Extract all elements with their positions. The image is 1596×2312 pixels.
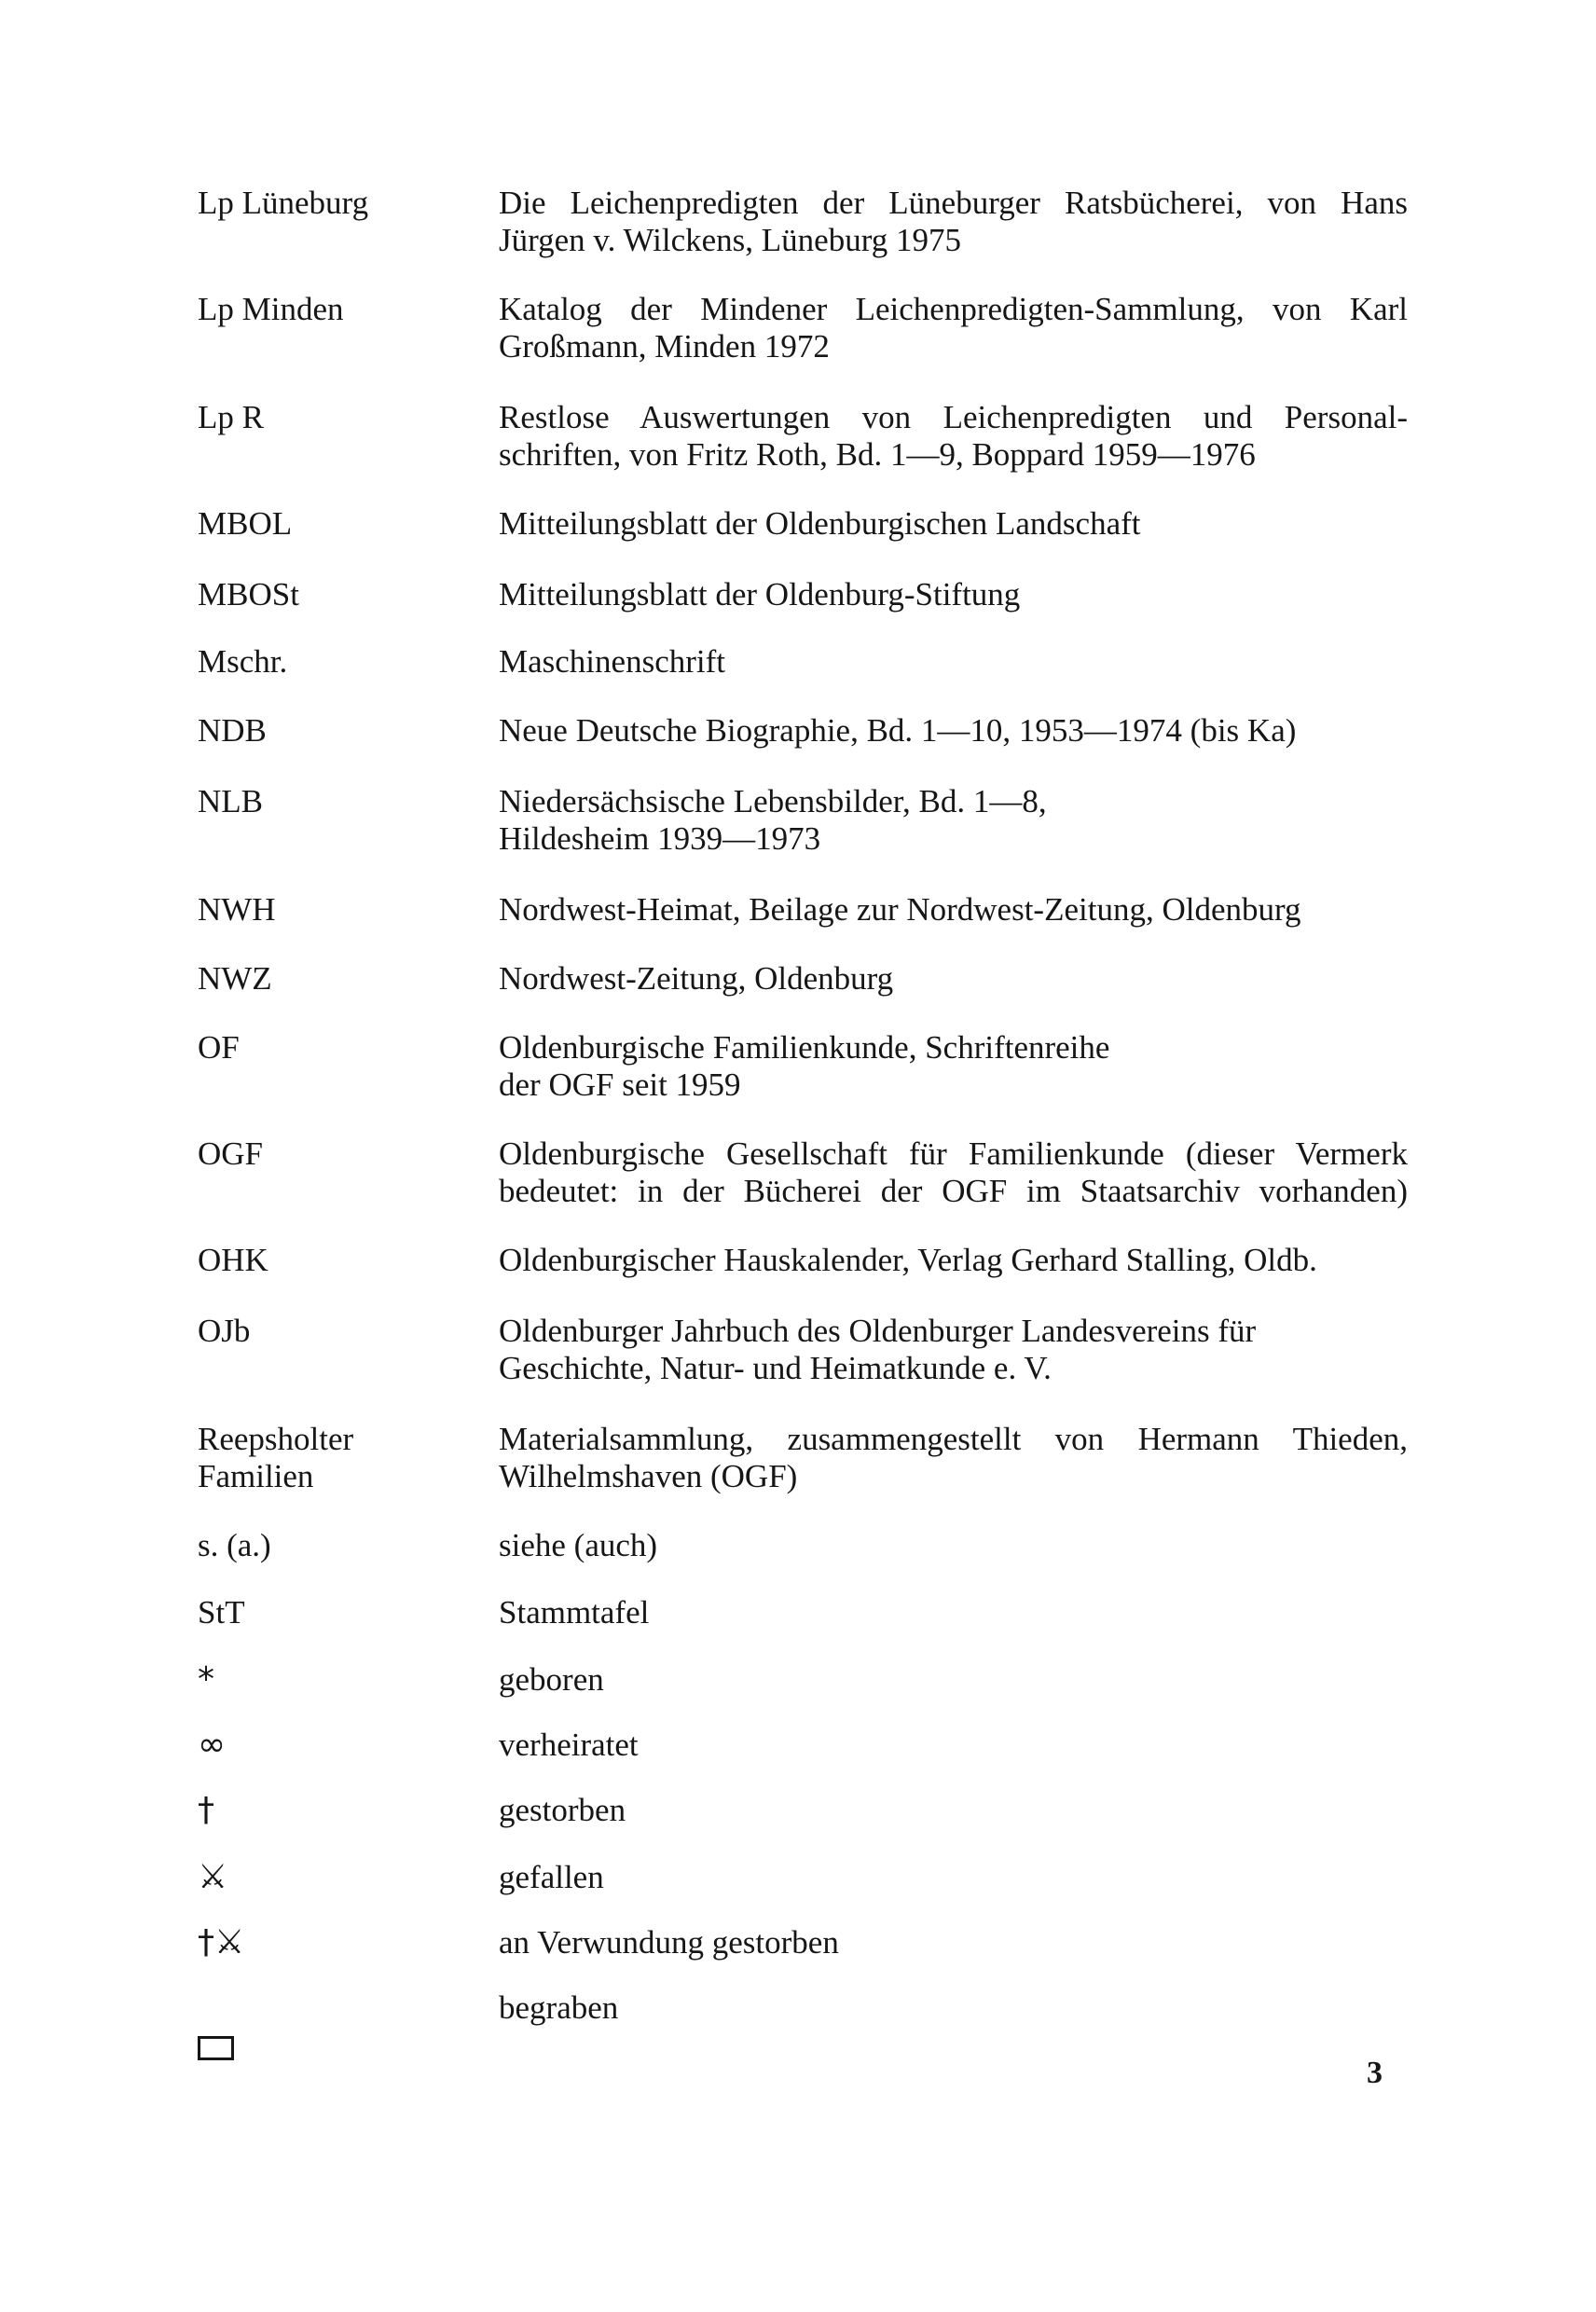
abbreviation: Lp Minden bbox=[198, 291, 344, 327]
abbreviation: Reepsholter Familien bbox=[198, 1421, 354, 1494]
description-line: Oldenburgische Gesellschaft für Familienkunde (dieser Vermerk bbox=[499, 1135, 1408, 1172]
description-line: Wilhelmshaven (OGF) bbox=[499, 1458, 798, 1494]
abbreviation: NWH bbox=[198, 891, 276, 928]
page-number: 3 bbox=[1367, 2056, 1383, 2090]
description-line: der OGF seit 1959 bbox=[499, 1067, 741, 1103]
description-line: Niedersächsische Lebensbilder, Bd. 1—8, bbox=[499, 783, 1047, 819]
dagger-icon: † bbox=[198, 1791, 214, 1829]
description bbox=[499, 399, 1408, 474]
description-line: Katalog der Mindener Leichenpredigten-Sammlung, von Karl bbox=[499, 291, 1408, 327]
description-line: Jürgen v. Wilckens, Lüneburg 1975 bbox=[499, 222, 961, 258]
description-line: Oldenburgische Familienkunde, Schriftenreihe bbox=[499, 1029, 1110, 1066]
description bbox=[499, 1313, 1408, 1387]
description-line: Großmann, Minden 1972 bbox=[499, 328, 830, 365]
description-line: Nordwest-Zeitung, Oldenburg bbox=[499, 960, 894, 997]
abbreviation: Lp R bbox=[198, 399, 264, 435]
description bbox=[499, 712, 1408, 750]
description-line: siehe (auch) bbox=[499, 1527, 658, 1563]
description bbox=[499, 505, 1408, 543]
abbreviation: NLB bbox=[198, 783, 263, 819]
crossed-swords-icon: ⚔ bbox=[198, 1858, 228, 1896]
abbreviation: OHK bbox=[198, 1242, 268, 1278]
description bbox=[499, 291, 1408, 365]
rectangle-outline-icon bbox=[198, 2036, 234, 2060]
description-line: Neue Deutsche Biographie, Bd. 1—10, 1953—1974 (bis Ka) bbox=[499, 712, 1297, 749]
description bbox=[499, 643, 1408, 681]
description-line: Materialsammlung, zusammengestellt von Hermann Thieden, bbox=[499, 1421, 1408, 1457]
description bbox=[499, 1242, 1408, 1279]
abbreviation: Lp Lüneburg bbox=[198, 185, 369, 221]
description-line: Mitteilungsblatt der Oldenburg-Stiftung bbox=[499, 576, 1021, 612]
abbreviation: OF bbox=[198, 1029, 240, 1066]
abbreviation: StT bbox=[198, 1594, 245, 1631]
description bbox=[499, 891, 1408, 929]
description-line: bedeutet: in der Bücherei der OGF im Staatsarchiv vorhanden) bbox=[499, 1173, 1408, 1209]
description-line: begraben bbox=[499, 1989, 619, 2026]
description bbox=[499, 1924, 1408, 1961]
abbreviation: MBOL bbox=[198, 505, 293, 542]
description-line: Maschinenschrift bbox=[499, 643, 725, 680]
abbreviation: Mschr. bbox=[198, 643, 288, 680]
description-line: geboren bbox=[499, 1661, 604, 1698]
description bbox=[499, 1421, 1408, 1495]
description bbox=[499, 1029, 1408, 1104]
description-line: Oldenburgischer Hauskalender, Verlag Gerhard Stalling, Oldb. bbox=[499, 1242, 1317, 1278]
dagger-crossed-swords-icon: †⚔ bbox=[198, 1923, 245, 1961]
description-line: Mitteilungsblatt der Oldenburgischen Landschaft bbox=[499, 505, 1141, 542]
abbreviation: MBOSt bbox=[198, 576, 299, 612]
description-line: Nordwest-Heimat, Beilage zur Nordwest-Zeitung, Oldenburg bbox=[499, 891, 1301, 928]
description bbox=[499, 185, 1408, 259]
description bbox=[499, 783, 1408, 858]
description bbox=[499, 1792, 1408, 1829]
abbreviation: OJb bbox=[198, 1313, 251, 1349]
description-line: Oldenburger Jahrbuch des Oldenburger Landesvereins für bbox=[499, 1313, 1257, 1349]
description bbox=[499, 1594, 1408, 1631]
description-line: Die Leichenpredigten der Lüneburger Ratsbücherei, von Hans bbox=[499, 185, 1408, 221]
description-line: gestorben bbox=[499, 1792, 626, 1828]
abbreviation: OGF bbox=[198, 1135, 264, 1172]
description bbox=[499, 1135, 1408, 1210]
description bbox=[499, 960, 1408, 998]
description bbox=[499, 1989, 1408, 2027]
description-line: Restlose Auswertungen von Leichenpredigten und Personal- bbox=[499, 399, 1408, 435]
description bbox=[499, 1527, 1408, 1564]
infinity-icon: ∞ bbox=[198, 1726, 226, 1764]
description bbox=[499, 1661, 1408, 1699]
description-line: Hildesheim 1939—1973 bbox=[499, 820, 821, 857]
description-line: verheiratet bbox=[499, 1727, 639, 1763]
abbreviation: s. (a.) bbox=[198, 1527, 271, 1563]
description bbox=[499, 1727, 1408, 1764]
description bbox=[499, 1859, 1408, 1896]
description-line: an Verwundung gestorben bbox=[499, 1924, 839, 1961]
abbreviation bbox=[198, 1989, 477, 2069]
abbreviation: NWZ bbox=[198, 960, 272, 997]
asterisk-icon: * bbox=[198, 1660, 214, 1699]
description-line: Geschichte, Natur- und Heimatkunde e. V. bbox=[499, 1350, 1052, 1386]
description-line: gefallen bbox=[499, 1859, 604, 1895]
description-line: Stammtafel bbox=[499, 1594, 650, 1631]
description-line: schriften, von Fritz Roth, Bd. 1—9, Boppard 1959—1976 bbox=[499, 436, 1256, 473]
abbreviation: NDB bbox=[198, 712, 267, 749]
description bbox=[499, 576, 1408, 613]
